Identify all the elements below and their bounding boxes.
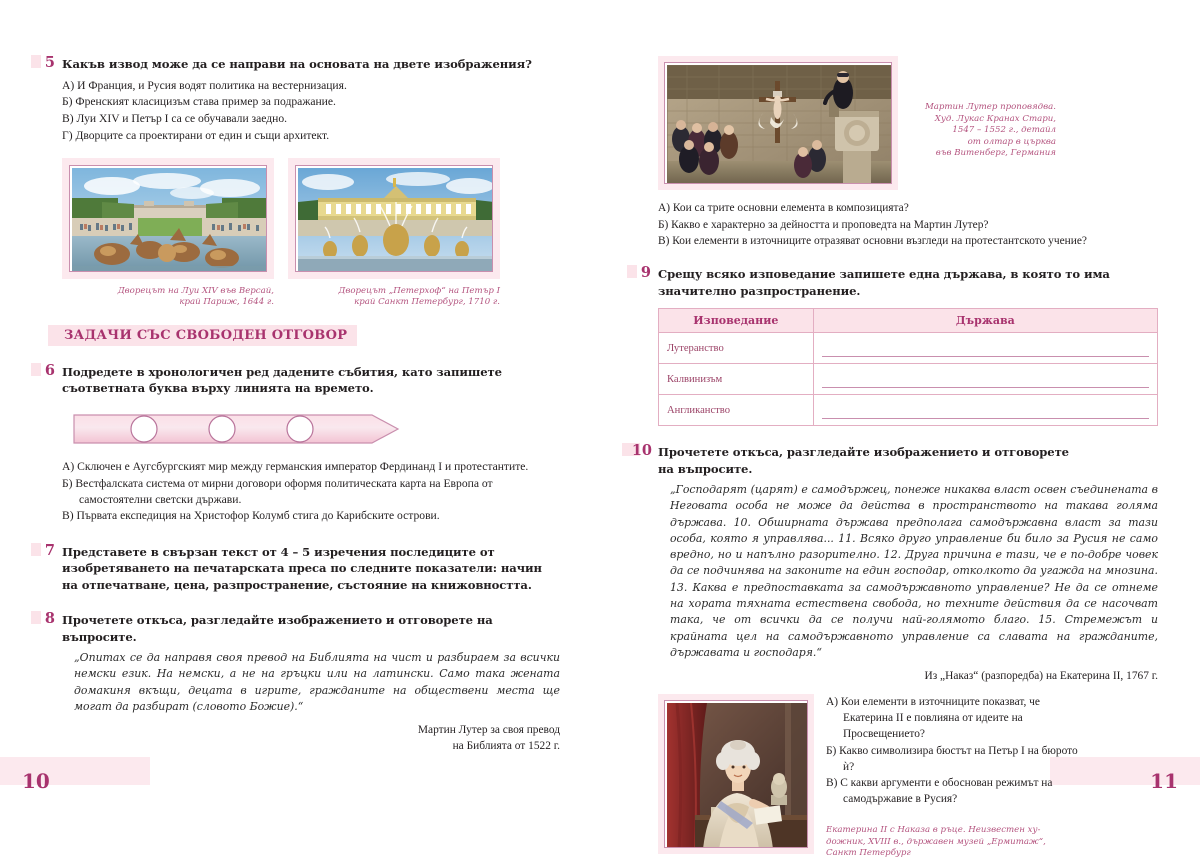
table-row (659, 395, 1158, 426)
answer-rule-line (822, 418, 1149, 419)
task-7-prompt: Представете в свързан текст от 4 – 5 изречения последиците от изобретяването на печатарската преса по следните показатели: начин на отпечатване, цена, разпространение, състояние на книжовността. (62, 544, 542, 592)
table-row (659, 333, 1158, 364)
palace-figures (62, 158, 560, 309)
catherine-caption-line-2: дожник, XVIII в., държавен музей „Ермитаж“, (826, 836, 1046, 847)
table-row (659, 364, 1158, 395)
task-10-excerpt: „Господарят (царят) е самодържец, понеже никаква власт освен съединената в Неговата особа не може да действа в пространството на такава голяма държава. 10. Обширната държава предполага самодържавна власт за тази особа, която я управлява... 11. Всяко друго управление би било за Русия не само вредно, но и напълно разорително. 12. Друга причина е тази, че е по-добре човек да се подчинява на законите на един господар, отколкото да угажда на мнозина. 13. Каква е предпоставката за самодържавното управление? Не да се отнеме на хората тяхната естествена свобода, но техните действия да се насочват така, че от всички да се получи най-голямото благо. 15. Стремежът и крайната цел на самодържавното управление са славата на гражданите, държавата и господаря.“ (670, 483, 1158, 659)
peter-i-bust (771, 773, 787, 805)
cell-confession-calvinism: Калвинизъм (659, 364, 814, 395)
task-10-number-text: 10 (631, 442, 652, 459)
task-6-option-c: В) Първата експедиция на Христофор Колумб стига до Карибските острови. (62, 509, 440, 523)
task-8-question-c: В) Кои елементи в източниците отразяват основни възгледи на протестантското учение? (658, 235, 1087, 247)
luther-caption-line-2: Худ. Лукас Кранах Стари, (934, 113, 1056, 124)
cell-country-calvinism[interactable] (813, 364, 1157, 395)
page-number-right-text: 11 (1150, 769, 1178, 793)
catherine-caption-line-3: Санкт Петербург (826, 848, 911, 859)
confessions-table (658, 308, 1158, 426)
task-6-prompt-line-1: Подредете в хронологичен ред дадените събития, като запишете (62, 364, 502, 379)
task-8-source-line-2: на Библията от 1522 г. (452, 740, 560, 753)
task-5-option-b: Б) Френският класицизъм става пример за подражание. (62, 95, 336, 109)
task-10-questions-block (826, 694, 1082, 860)
catherine-figure-caption (826, 825, 1082, 860)
right-page (600, 0, 1200, 859)
timeline-slot-3 (287, 416, 313, 442)
task-6-number-text: 6 (44, 361, 55, 379)
task-number-highlight (31, 611, 41, 624)
timeline-arrow[interactable] (72, 407, 404, 451)
peterhof-photo (295, 165, 493, 272)
task-10-question-c: В) С какви аргументи е обоснован режимът на самодържавие в Русия? (826, 777, 1053, 806)
cell-country-anglicanism[interactable] (813, 395, 1157, 426)
task-7-number (35, 542, 55, 559)
page-number-left (22, 769, 50, 793)
task-5-prompt: Какъв извод може да се направи на основата на двете изображения? (62, 57, 532, 71)
peterhof-caption-line-1: Дворецът „Петерхоф“ на Петър I (338, 285, 500, 296)
task-8-question-b: Б) Какво е характерно за дейността и проповедта на Мартин Лутер? (658, 218, 989, 231)
task-5 (44, 54, 560, 144)
task-9-prompt-line-1: Срещу всяко изповедание запишете една държава, в която то има (658, 267, 1110, 281)
answer-rule-line (822, 356, 1149, 357)
versailles-caption-line-1: Дворецът на Луи XIV във Версай, (117, 285, 274, 296)
task-8-number (35, 610, 55, 627)
task-5-number (35, 54, 55, 71)
task-7-number-text: 7 (44, 541, 55, 559)
task-number-highlight (31, 543, 41, 556)
task-10-source: Из „Наказ“ (разпоредба) на Екатерина II, 1767 г. (924, 670, 1158, 683)
figure-peterhof (288, 158, 500, 309)
versailles-image (72, 168, 267, 272)
luther-caption-line-1: Мартин Лутер проповядва. (924, 102, 1056, 112)
task-10 (631, 442, 1158, 860)
task-8-questions (658, 200, 1158, 249)
luther-painting-image (667, 65, 892, 184)
task-8-source (62, 722, 560, 754)
task-5-option-d: Г) Дворците са проектирани от един и същи архитект. (62, 128, 330, 142)
figure-versailles-caption (62, 286, 274, 309)
free-answer-section (62, 325, 560, 346)
task-6-prompt (62, 364, 560, 397)
figure-peterhof-caption (288, 286, 500, 309)
page-number-right (1150, 769, 1178, 793)
task-6-option-b: Б) Вестфалската система от мирни договори оформя политическата карта на Европа от самостоятелни светски държави. (62, 476, 493, 506)
task-8 (44, 610, 560, 754)
figure-versailles (62, 158, 274, 309)
cell-confession-lutheranism: Лутеранство (659, 333, 814, 364)
answer-rule-line (822, 387, 1149, 388)
task-5-option-a: А) И Франция, и Русия водят политика на вестернизация. (62, 78, 347, 92)
timeline-slot-2 (209, 416, 235, 442)
luther-caption-line-5: във Витенберг, Германия (935, 148, 1056, 159)
versailles-caption-line-2: край Париж, 1644 г. (179, 297, 274, 308)
peterhof-image (298, 168, 493, 272)
task-10-number (624, 442, 652, 459)
timeline-slot-1 (131, 416, 157, 442)
task-9-prompt-line-2: значително разпространение. (658, 283, 861, 298)
page-number-left-text: 10 (22, 769, 50, 793)
task-8-question-a: А) Кои са трите основни елемента в композицията? (658, 202, 909, 214)
task-9 (640, 264, 1158, 426)
task-7 (44, 541, 560, 594)
task-6-option-a: А) Сключен е Аугсбургският мир между германския император Фердинанд I и протестантите. (62, 459, 529, 473)
luther-figure-row (658, 56, 1158, 190)
cell-confession-anglicanism: Англиканство (659, 395, 814, 426)
task-9-number (631, 264, 651, 281)
luther-figure-caption (908, 102, 1056, 160)
task-6-prompt-line-2: съответната буква върху линията на времето. (62, 381, 374, 396)
task-6 (44, 361, 560, 525)
task-10-questions (826, 694, 1082, 807)
luther-caption-line-4: от олтар в църква (967, 136, 1056, 147)
luther-preaching-painting (664, 62, 892, 184)
catherine-caption-line-1: Екатерина II с Наказа в ръце. Неизвестен ху- (826, 825, 1041, 836)
left-page (0, 0, 600, 807)
task-9-prompt (658, 266, 1158, 299)
task-number-highlight (627, 265, 637, 278)
task-10-question-a: А) Кои елементи в източниците показват, че Екатерина II е повлияна от идеите на Просвещението? (826, 696, 1040, 741)
task-number-highlight (31, 363, 41, 376)
task-number-highlight (31, 55, 41, 68)
catherine-portrait-image (667, 703, 808, 848)
versailles-photo (69, 165, 267, 272)
section-heading-text: ЗАДАЧИ СЪС СВОБОДЕН ОТГОВОР (64, 327, 348, 343)
catherine-figure-row (658, 694, 1158, 860)
task-5-option-c: В) Луи XIV и Петър I са се обучавали заедно. (62, 111, 288, 125)
section-heading (62, 325, 357, 346)
task-9-number-text: 9 (640, 264, 651, 281)
task-5-options (62, 78, 560, 144)
table-header-row (659, 309, 1158, 333)
task-8-source-line-1: Мартин Лутер за своя превод (417, 724, 560, 737)
catherine-ii-portrait (664, 700, 808, 848)
timeline-arrow-svg[interactable] (72, 407, 404, 451)
task-10-question-b: Б) Какво символизира бюстът на Петър I на бюрото ѝ? (826, 744, 1078, 773)
luther-caption-line-3: 1547 – 1552 г., детайл (952, 125, 1056, 136)
cell-country-lutheranism[interactable] (813, 333, 1157, 364)
task-10-prompt-line-2: на въпросите. (658, 461, 753, 476)
table-header-confession: Изповедание (659, 309, 814, 333)
task-6-options (62, 459, 560, 525)
peterhof-caption-line-2: край Санкт Петербург, 1710 г. (354, 297, 500, 308)
task-10-prompt (658, 444, 1158, 477)
task-10-prompt-line-1: Прочетете откъса, разгледайте изображението и отговорете (658, 445, 1069, 459)
task-8-number-text: 8 (44, 610, 55, 628)
task-5-number-text: 5 (44, 54, 55, 71)
task-6-number (35, 362, 55, 379)
task-8-excerpt: „Опитах се да направя своя превод на Библията на чист и разбираем за всички немски език. На немски, а не на гръцки или на латински. Само така жената домакиня вкъщи, децата в игрите, гражданите на обществени места ще могат да разбират (словото Божие).“ (74, 651, 560, 714)
task-8-prompt: Прочетете откъса, разгледайте изображението и отговорете на въпросите. (62, 613, 493, 644)
table-header-country: Държава (813, 309, 1157, 333)
